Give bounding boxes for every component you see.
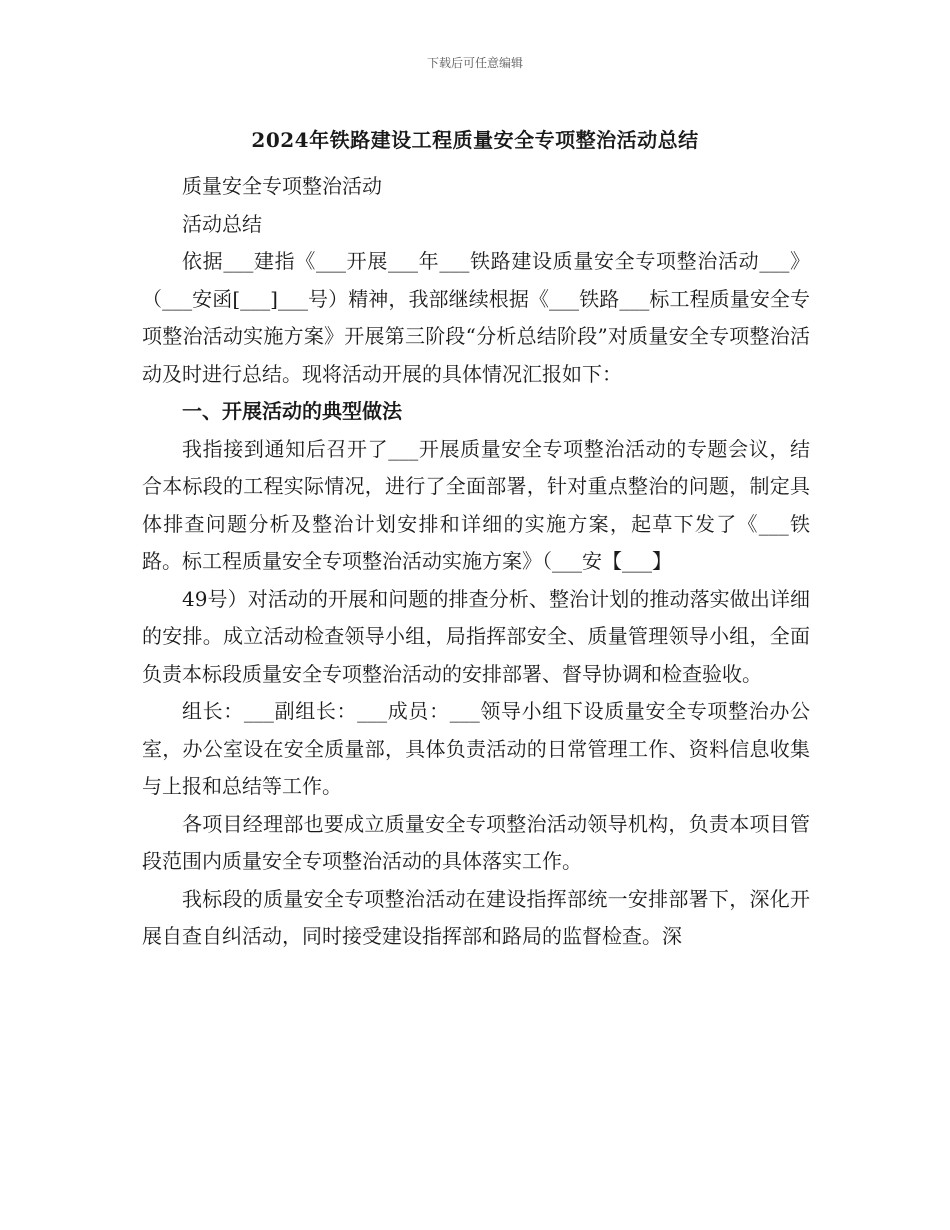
paragraph-members: 组长：___副组长：___成员：___领导小组下设质量安全专项整治办公室，办公室设在安全质量部，具体负责活动的日常管理工作、资料信息收集与上报和总结等工作。 [142, 699, 810, 798]
paragraph-intro: 依据___建指《___开展___年___铁路建设质量安全专项整治活动___》（___安函[___]___号）精神，我部继续根据《___铁路___标工程质量安全专项整治活动实施方案》开展第三阶段“分析总结阶段”对质量安全专项整治活动及时进行总结。现将活动开展的具体情况汇报如下： [142, 249, 810, 386]
subtitle-line-2: 活动总结 [182, 211, 262, 236]
paragraph-arrangement: 49号）对活动的开展和问题的排查分析、整治计划的推动落实做出详细的安排。成立活动检查领导小组，局指挥部安全、质量管理领导小组，全面负责本标段质量安全专项整治活动的安排部署、督导协调和检查验收。 [142, 586, 810, 686]
paragraph-self-inspection: 我标段的质量安全专项整治活动在建设指挥部统一安排部署下，深化开展自查自纠活动，同时接受建设指挥部和路局的监督检查。深 [142, 886, 810, 948]
document-title: 2024年铁路建设工程质量安全专项整治活动总结 [251, 128, 699, 152]
paragraph-meeting: 我指接到通知后召开了___开展质量安全专项整治活动的专题会议，结合本标段的工程实际情况，进行了全面部署，针对重点整治的问题，制定具体排查问题分析及整治计划安排和详细的实施方案，起草下发了《___铁路。标工程质量安全专项整治活动实施方案》（___安【___】 [142, 436, 810, 573]
page-header-note: 下载后可任意编辑 [426, 56, 523, 70]
subtitle-line-1: 质量安全专项整治活动 [182, 174, 382, 198]
paragraph-project-departments: 各项目经理部也要成立质量安全专项整治活动领导机构，负责本项目管段范围内质量安全专项整治活动的具体落实工作。 [142, 811, 810, 873]
section-heading-1: 一、开展活动的典型做法 [182, 399, 402, 423]
document-body [142, 168, 810, 956]
